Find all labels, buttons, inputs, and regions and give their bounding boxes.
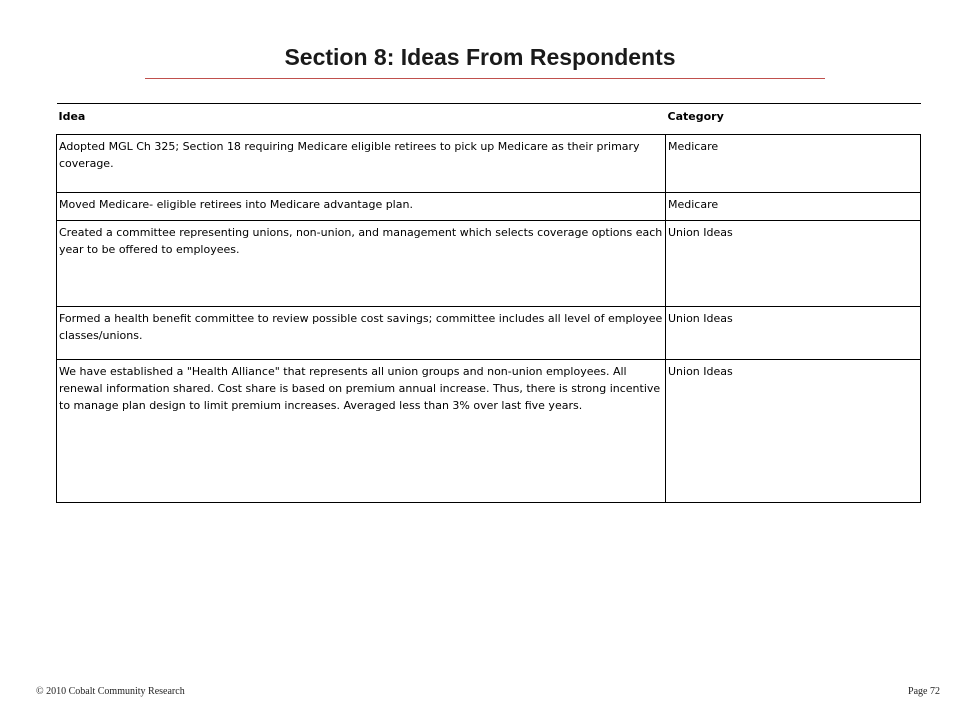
idea-cell: We have established a "Health Alliance" that represents all union groups and non-union employees. All renewal information shared. Cost share is based on premium annual increase. Thus, there is strong incentive to manage plan design to limit premium increases. Averaged less than 3% over last five years. bbox=[57, 360, 666, 503]
category-cell: Medicare bbox=[666, 135, 921, 193]
table-header-row bbox=[57, 104, 921, 135]
table-row bbox=[57, 307, 921, 360]
idea-cell: Moved Medicare- eligible retirees into Medicare advantage plan. bbox=[57, 193, 666, 221]
footer-copyright: © 2010 Cobalt Community Research bbox=[36, 686, 185, 697]
idea-cell: Adopted MGL Ch 325; Section 18 requiring Medicare eligible retirees to pick up Medicare as their primary coverage. bbox=[57, 135, 666, 193]
idea-cell: Formed a health benefit committee to review possible cost savings; committee includes all level of employee classes/unions. bbox=[57, 307, 666, 360]
table-row bbox=[57, 360, 921, 503]
category-cell: Union Ideas bbox=[666, 307, 921, 360]
category-cell: Union Ideas bbox=[666, 360, 921, 503]
title-underline bbox=[145, 78, 825, 79]
table-row bbox=[57, 135, 921, 193]
category-cell: Medicare bbox=[666, 193, 921, 221]
category-cell: Union Ideas bbox=[666, 221, 921, 307]
column-header-idea: Idea bbox=[57, 104, 666, 135]
page-title: Section 8: Ideas From Respondents bbox=[284, 44, 676, 70]
ideas-table bbox=[56, 103, 921, 503]
footer-page-number: Page 72 bbox=[908, 686, 940, 697]
table-row bbox=[57, 221, 921, 307]
column-header-category: Category bbox=[666, 104, 921, 135]
table-row bbox=[57, 193, 921, 221]
idea-cell: Created a committee representing unions, non-union, and management which selects coverage options each year to be offered to employees. bbox=[57, 221, 666, 307]
